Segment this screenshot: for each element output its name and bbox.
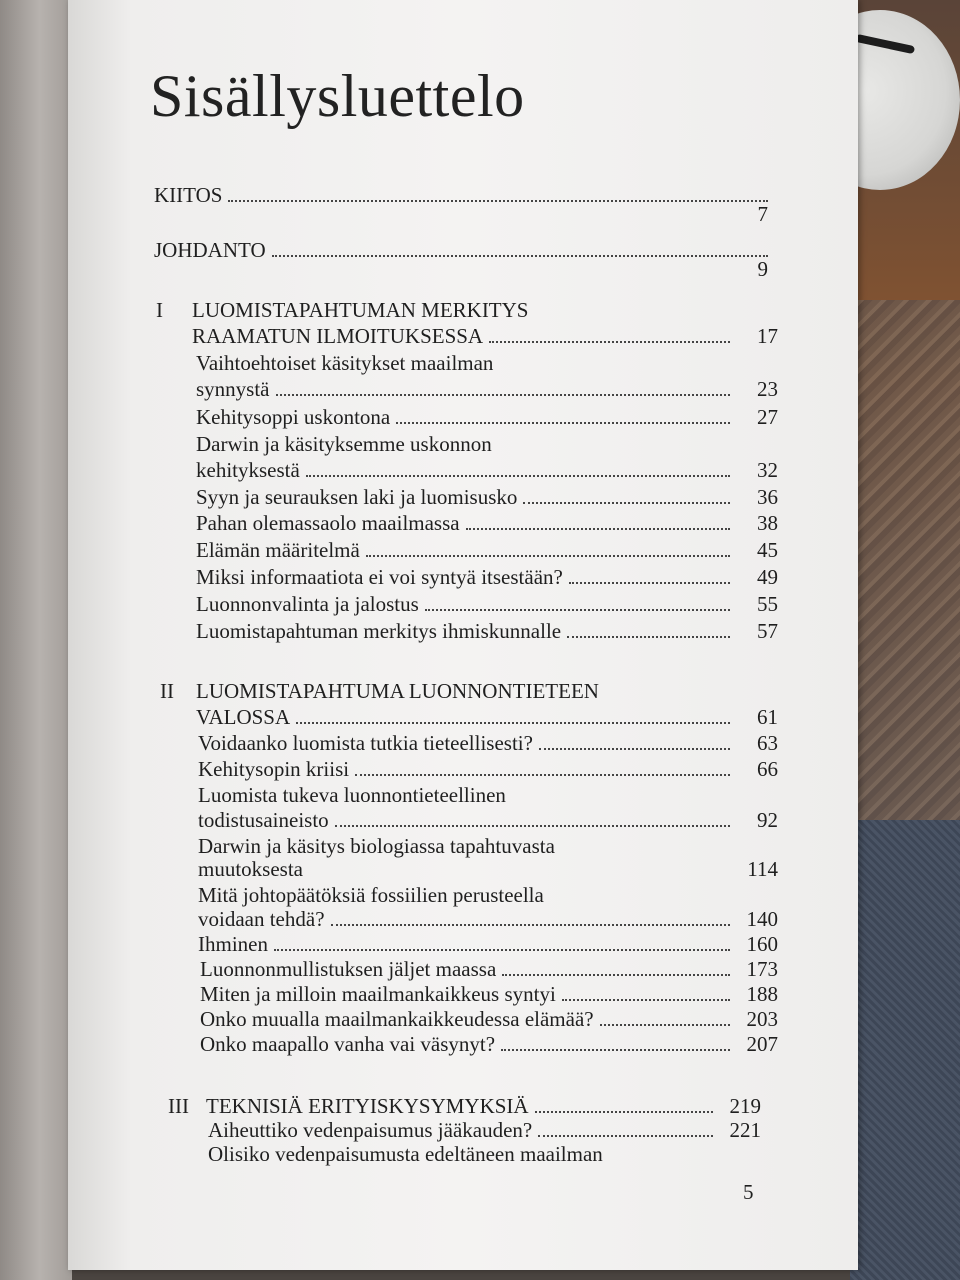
chapter-numeral: III [168, 1094, 189, 1118]
toc-entry [198, 807, 778, 833]
toc-entry-line2: synnystä [196, 377, 270, 401]
dot-leader [501, 1048, 730, 1051]
toc-entry-label: Kehitysopin kriisi [198, 757, 350, 781]
dot-leader [396, 421, 730, 424]
toc-entry [198, 756, 778, 782]
toc-entry-label: JOHDANTO [154, 238, 266, 262]
toc-page-number: 57 [757, 619, 778, 643]
dot-leader [502, 973, 730, 976]
dot-leader [274, 948, 730, 951]
toc-page-number: 36 [757, 485, 778, 509]
toc-entry-line1: Luomista tukeva luonnontieteellinen [198, 783, 506, 807]
toc-page-number: 27 [757, 405, 778, 429]
toc-page-number: 140 [746, 907, 778, 931]
background-left [0, 0, 72, 1280]
toc-entry [208, 1117, 761, 1143]
toc-entry-line2: todistusaineisto [198, 808, 329, 832]
toc-entry [196, 564, 778, 590]
chapter-numeral: I [156, 298, 163, 322]
chapter-title-line1: LUOMISTAPAHTUMA LUONNONTIETEEN [196, 679, 599, 703]
toc-page-number: 203 [746, 1007, 778, 1031]
toc-entry-label: Onko maapallo vanha vai väsynyt? [200, 1032, 496, 1056]
toc-entry [196, 484, 778, 510]
toc-entry-line1: Darwin ja käsitys biologiassa tapahtuvasta [198, 834, 555, 858]
toc-entry-line1: Mitä johtopäätöksiä fossiilien perusteella [198, 883, 544, 907]
toc-entry [200, 1006, 778, 1032]
dot-leader [309, 873, 730, 876]
dot-leader [600, 1023, 730, 1026]
toc-entry-label: Aiheuttiko vedenpaisumus jääkauden? [208, 1118, 533, 1142]
chapter-title-line1: TEKNISIÄ ERITYISKYSYMYKSIÄ [206, 1094, 529, 1118]
dot-leader [355, 773, 730, 776]
dot-leader [335, 824, 730, 827]
dot-leader [489, 340, 730, 343]
chapter-title-line2: VALOSSA [196, 705, 291, 729]
toc-entry [200, 1031, 778, 1057]
dot-leader [331, 923, 730, 926]
toc-page-number: 173 [746, 957, 778, 981]
toc-page-number: 38 [757, 511, 778, 535]
toc-entry-label: Kehitysoppi uskontona [196, 405, 391, 429]
toc-page-number: 63 [757, 731, 778, 755]
toc-entry [196, 376, 778, 402]
dot-leader [272, 254, 768, 257]
toc-entry [196, 618, 778, 644]
toc-entry-label: Ihminen [198, 932, 268, 956]
dot-leader [539, 747, 730, 750]
chapter-title-line2: RAAMATUN ILMOITUKSESSA [192, 324, 484, 348]
toc-page-number: 219 [729, 1094, 761, 1118]
toc-entry-label: Elämän määritelmä [196, 538, 360, 562]
toc-entry [198, 931, 778, 957]
toc-entry-label: KIITOS [154, 183, 223, 207]
toc-entry [196, 404, 778, 430]
toc-entry-label: Luonnonvalinta ja jalostus [196, 592, 419, 616]
toc-entry-label: Luomistapahtuman merkitys ihmiskunnalle [196, 619, 562, 643]
toc-page-number: 55 [757, 592, 778, 616]
chapter-title-line1: LUOMISTAPAHTUMAN MERKITYS [192, 298, 529, 322]
toc-entry [196, 510, 778, 536]
dot-leader [306, 474, 730, 477]
dot-leader [296, 721, 730, 724]
chapter-title-row [192, 323, 778, 349]
toc-entry-label: Pahan olemassaolo maailmassa [196, 511, 460, 535]
toc-page-number: 92 [757, 808, 778, 832]
toc-page-number: 61 [757, 705, 778, 729]
toc-page-number: 32 [757, 458, 778, 482]
toc-entry-line1: Vaihtoehtoiset käsitykset maailman [196, 351, 494, 375]
chapter-title-row [206, 1093, 761, 1119]
toc-entry-line2: voidaan tehdä? [198, 907, 325, 931]
toc-entry-line1: Olisiko vedenpaisumusta edeltäneen maailman [208, 1142, 603, 1166]
toc-page-number: 160 [746, 932, 778, 956]
toc-entry-label: Luonnonmullistuksen jäljet maassa [200, 957, 497, 981]
page-title: Sisällysluettelo [150, 63, 525, 129]
toc-entry-label: Miten ja milloin maailmankaikkeus syntyi [200, 982, 556, 1006]
dot-leader [425, 608, 730, 611]
toc-entry-line2: muutoksesta [198, 857, 303, 881]
toc-page-number: 49 [757, 565, 778, 589]
toc-entry-line1: Darwin ja käsityksemme uskonnon [196, 432, 492, 456]
toc-entry [196, 537, 778, 563]
dot-leader [366, 554, 730, 557]
background-jeans [850, 820, 960, 1280]
toc-page-number: 207 [746, 1032, 778, 1056]
dot-leader [228, 199, 768, 202]
toc-page-number: 17 [757, 324, 778, 348]
dot-leader [523, 501, 730, 504]
dot-leader [535, 1110, 713, 1113]
dot-leader [562, 998, 730, 1001]
dot-leader [567, 635, 730, 638]
toc-page-number: 9 [757, 257, 768, 281]
toc-entry [196, 591, 778, 617]
toc-page-number: 114 [747, 857, 778, 881]
toc-entry-label: Syyn ja seurauksen laki ja luomisusko [196, 485, 518, 509]
toc-entry [198, 856, 778, 882]
dot-leader [569, 581, 730, 584]
toc-page-number: 23 [757, 377, 778, 401]
toc-entry-label: Onko muualla maailmankaikkeudessa elämää? [200, 1007, 594, 1031]
toc-entry-line2: kehityksestä [196, 458, 300, 482]
chapter-numeral: II [160, 679, 174, 703]
toc-page-number: 7 [757, 202, 768, 226]
toc-page-number: 45 [757, 538, 778, 562]
toc-page-number: 66 [757, 757, 778, 781]
toc-entry-label: Voidaanko luomista tutkia tieteellisesti? [198, 731, 533, 755]
toc-entry [200, 956, 778, 982]
toc-entry [196, 457, 778, 483]
dot-leader [466, 527, 730, 530]
toc-entry-johdanto [154, 237, 774, 263]
toc-entry [198, 730, 778, 756]
toc-entry [200, 981, 778, 1007]
background-fabric [850, 300, 960, 820]
book-page [68, 0, 858, 1270]
toc-page-number: 221 [729, 1118, 761, 1142]
toc-page-number: 188 [746, 982, 778, 1006]
dot-leader [538, 1134, 713, 1137]
toc-entry [198, 906, 778, 932]
toc-entry-kiitos [154, 182, 774, 208]
chapter-title-row [196, 704, 778, 730]
page-number-folio: 5 [743, 1180, 754, 1204]
toc-entry-label: Miksi informaatiota ei voi syntyä itsestään? [196, 565, 563, 589]
dot-leader [276, 393, 731, 396]
